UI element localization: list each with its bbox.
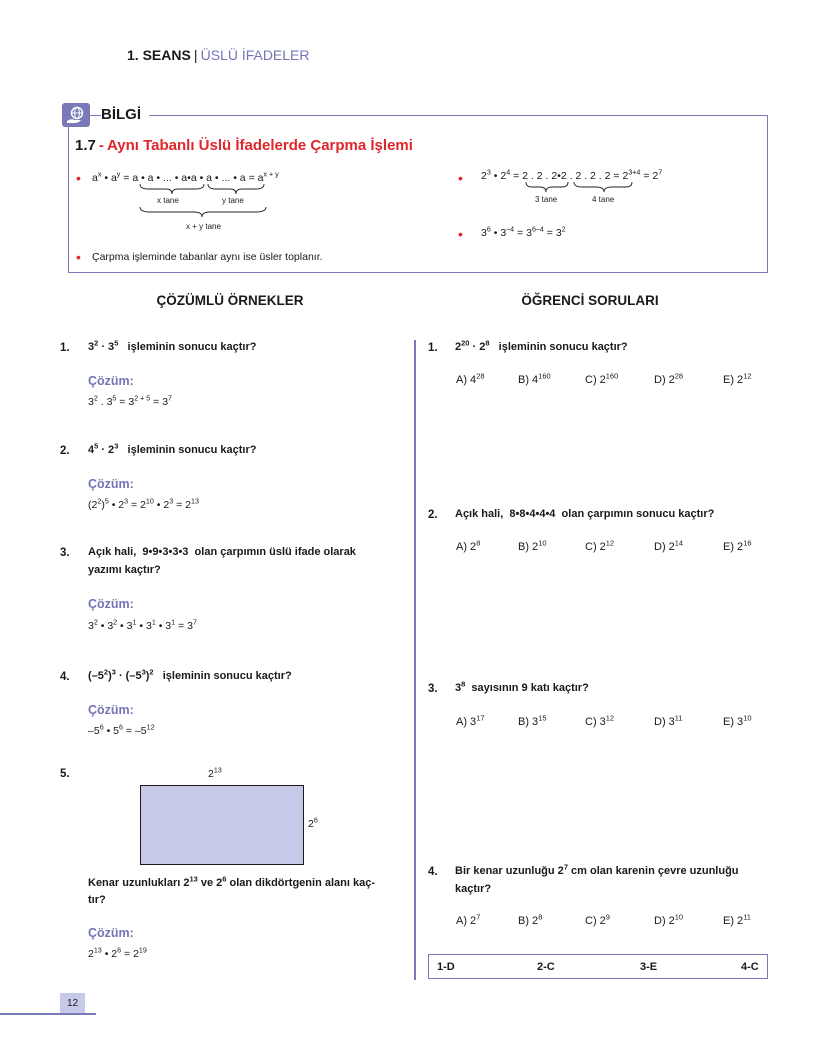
student-q2-choice-d[interactable]: D) $2^{14}$ bbox=[654, 538, 684, 553]
ex1-group-3: 2 . 2 . 2 bbox=[522, 170, 558, 182]
student-q1-text: $2^{20} \cdot 2^8$ işleminin sonucu kaçtır? bbox=[455, 338, 628, 353]
ex2-exp4: 2 bbox=[561, 225, 566, 234]
student-q1-question: işleminin sonucu kaçtır? bbox=[498, 341, 628, 353]
student-q4-text-b: cm olan karenin çevre uzunluğu bbox=[571, 865, 739, 877]
formula-dot-2: • bbox=[187, 172, 191, 184]
ex2-base-4: 3 bbox=[555, 227, 562, 239]
solved-q5-text: Kenar uzunlukları $2^{13}$ ve $2^6$ olan dikdörtgenin alanı kaç- bbox=[88, 874, 375, 889]
student-q2-choice-c[interactable]: C) $2^{12}$ bbox=[585, 538, 615, 553]
ex2-dot: • bbox=[493, 227, 498, 239]
student-q3-choice-b[interactable]: B) $3^{15}$ bbox=[518, 713, 547, 728]
solved-q4-number: 4. bbox=[60, 671, 70, 683]
formula-result-exp: x + y bbox=[263, 170, 279, 179]
formula-equals: = bbox=[123, 172, 130, 184]
three-count-label: 3 tane bbox=[535, 195, 558, 204]
student-q3-number: 3. bbox=[428, 683, 438, 695]
formula-group-y: a • a • ... • a bbox=[190, 172, 246, 184]
solved-q3-solution: $3^2$ • $3^2$ • $3^1$ • $3^1$ • $3^1 = 3^7$ bbox=[88, 618, 197, 632]
solved-q3-text-b: olan çarpımın üslü ifade olarak bbox=[194, 546, 356, 558]
ex2-exp1: 6 bbox=[486, 225, 491, 234]
ex2-base: 3 bbox=[481, 227, 487, 239]
formula-exp-y: y bbox=[116, 170, 121, 179]
solved-q2-number: 2. bbox=[60, 445, 70, 457]
example-formula-2 bbox=[481, 227, 566, 239]
ex2-equals: = bbox=[517, 227, 524, 239]
page-header bbox=[127, 47, 310, 63]
rule-text: Çarpma işleminde tabanlar aynı ise üsler toplanır. bbox=[92, 251, 323, 263]
section-dash: - bbox=[98, 137, 104, 154]
formula-exp-x: x bbox=[97, 170, 102, 179]
solved-q4-question: işleminin sonucu kaçtır? bbox=[162, 670, 292, 682]
solved-q1-number: 1. bbox=[60, 342, 70, 354]
answer-key-box bbox=[428, 954, 768, 979]
student-q2-number: 2. bbox=[428, 509, 438, 521]
solved-q4-text: $(-5^2)^3 \cdot (-5^3)^2$ işleminin sonucu kaçtır? bbox=[88, 667, 292, 682]
solved-q1-text: $3^2 \cdot 3^5$ işleminin sonucu kaçtır? bbox=[88, 338, 257, 353]
solved-q5-text-d: tır? bbox=[88, 894, 106, 906]
rectangle-side-label bbox=[308, 818, 318, 830]
solved-q5-text-c: olan dikdörtgenin alanı kaç- bbox=[229, 877, 375, 889]
bullet-icon: • bbox=[458, 170, 463, 186]
section-heading bbox=[75, 137, 413, 154]
solved-q3-text-a: Açık hali, bbox=[88, 546, 137, 558]
ex1-dot: • bbox=[493, 170, 498, 182]
ex1-final-exp: 7 bbox=[658, 168, 663, 177]
solved-examples-title: ÇÖZÜMLÜ ÖRNEKLER bbox=[156, 293, 304, 308]
ex1-res-base: 2 bbox=[622, 170, 629, 182]
solved-q1-question: işleminin sonucu kaçtır? bbox=[127, 341, 257, 353]
solution-label: Çözüm: bbox=[88, 926, 134, 940]
section-number: 1.7 bbox=[75, 137, 96, 154]
ex1-group-4: 2 . 2 . 2 . 2 bbox=[560, 170, 611, 182]
solved-q2-question: işleminin sonucu kaçtır? bbox=[127, 444, 257, 456]
student-q2-choice-b[interactable]: B) $2^{10}$ bbox=[518, 538, 547, 553]
answer-3: 3-E bbox=[640, 961, 658, 973]
student-q2-text bbox=[455, 505, 714, 523]
student-q4-choice-b[interactable]: B) $2^8$ bbox=[518, 912, 543, 927]
ex1-dot-2: • bbox=[557, 170, 561, 182]
student-q1-choice-b[interactable]: B) $4^{160}$ bbox=[518, 371, 551, 386]
student-q4-text-c: kaçtır? bbox=[455, 883, 492, 895]
ex1-equals: = bbox=[513, 170, 520, 182]
underbrace-icon bbox=[524, 181, 636, 195]
xy-count-label: x + y tane bbox=[186, 222, 221, 231]
student-q1-choice-a[interactable]: A) $4^{28}$ bbox=[456, 371, 485, 386]
bullet-icon: • bbox=[458, 226, 463, 242]
student-q4-text: Bir kenar uzunluğu $2^7$ cm olan karenin çevre uzunluğu bbox=[455, 862, 739, 877]
student-q4-choice-d[interactable]: D) $2^{10}$ bbox=[654, 912, 684, 927]
section-title: Aynı Tabanlı Üslü İfadelerde Çarpma İşlemi bbox=[106, 137, 413, 154]
formula-group-x: a • a • ... • a bbox=[132, 172, 188, 184]
solved-q1-solution: $3^2$ . $3^5 = 3^{2 + 5} = 3^7$ bbox=[88, 394, 173, 408]
footer-line bbox=[0, 1013, 96, 1015]
solution-label: Çözüm: bbox=[88, 374, 134, 388]
side-label-base: 2 bbox=[308, 818, 314, 830]
solved-q3-text-c: yazımı kaçtır? bbox=[88, 564, 161, 576]
header-separator: | bbox=[193, 47, 198, 63]
solved-q3-product: 9•9•3•3•3 bbox=[142, 546, 189, 558]
student-q4-choice-a[interactable]: A) $2^7$ bbox=[456, 912, 481, 927]
ex1-equals-3: = bbox=[643, 170, 650, 182]
ex2-base-2: 3 bbox=[500, 227, 507, 239]
solved-q4-solution: $-5^6$ • $5^6 = -5^{12}$ bbox=[88, 723, 155, 737]
solved-q5-text-a: Kenar uzunlukları bbox=[88, 877, 181, 889]
x-count-label: x tane bbox=[157, 196, 179, 205]
ex1-base-2: 2 bbox=[500, 170, 507, 182]
student-q3-choice-c[interactable]: C) $3^{12}$ bbox=[585, 713, 615, 728]
ex1-exp1: 3 bbox=[486, 168, 491, 177]
info-label: BİLGİ bbox=[101, 106, 149, 123]
solved-q3-text bbox=[88, 543, 356, 561]
ex1-exp2: 4 bbox=[506, 168, 511, 177]
rectangle-top-label bbox=[208, 768, 222, 780]
ex1-equals-2: = bbox=[613, 170, 620, 182]
solved-q5-number: 5. bbox=[60, 768, 70, 780]
student-q3-choice-e[interactable]: E) $3^{10}$ bbox=[723, 713, 752, 728]
session-label: 1. SEANS bbox=[127, 47, 191, 63]
top-label-base: 2 bbox=[208, 768, 214, 780]
page-number: 12 bbox=[60, 993, 85, 1013]
formula-result: = a bbox=[248, 172, 264, 184]
student-q4-number: 4. bbox=[428, 866, 438, 878]
solved-q5-solution: $2^{13}$ • $2^6 = 2^{19}$ bbox=[88, 946, 147, 960]
student-q2-text-b: olan çarpımın sonucu kaçtır? bbox=[561, 508, 715, 520]
top-label-exp: 13 bbox=[213, 766, 222, 775]
student-q3-choice-a[interactable]: A) $3^{17}$ bbox=[456, 713, 485, 728]
ex2-base-3: 3 bbox=[526, 227, 532, 239]
solution-label: Çözüm: bbox=[88, 597, 134, 611]
ex2-equals-2: = bbox=[546, 227, 553, 239]
four-count-label: 4 tane bbox=[592, 195, 615, 204]
student-q3-text: $3^8$ sayısının 9 katı kaçtır? bbox=[455, 679, 589, 694]
student-q2-product: 8•8•4•4•4 bbox=[509, 508, 556, 520]
ex2-exp3: 6–4 bbox=[531, 225, 544, 234]
student-q3-choice-d[interactable]: D) $3^{11}$ bbox=[654, 713, 683, 728]
bullet-icon: • bbox=[76, 249, 81, 265]
formula-base-2: a bbox=[110, 172, 117, 184]
solved-q2-text: $4^5 \cdot 2^3$ işleminin sonucu kaçtır? bbox=[88, 441, 257, 456]
bullet-icon: • bbox=[76, 170, 81, 186]
student-q4-choice-e[interactable]: E) $2^{11}$ bbox=[723, 912, 751, 927]
solved-q5-text-b: ve bbox=[200, 877, 214, 889]
answer-1: 1-D bbox=[437, 961, 455, 973]
ex2-exp2: –4 bbox=[506, 225, 515, 234]
globe-hand-icon bbox=[62, 103, 90, 127]
ex1-final-base: 2 bbox=[652, 170, 659, 182]
student-q2-choice-a[interactable]: A) $2^8$ bbox=[456, 538, 481, 553]
student-q1-choice-e[interactable]: E) $2^{12}$ bbox=[723, 371, 752, 386]
answer-2: 2-C bbox=[537, 961, 555, 973]
column-divider bbox=[414, 340, 416, 980]
student-q1-number: 1. bbox=[428, 342, 438, 354]
student-q1-choice-c[interactable]: C) $2^{160}$ bbox=[585, 371, 619, 386]
rectangle-figure bbox=[140, 785, 304, 865]
student-q2-choice-e[interactable]: E) $2^{16}$ bbox=[723, 538, 752, 553]
student-q1-choice-d[interactable]: D) $2^{28}$ bbox=[654, 371, 684, 386]
ex1-base: 2 bbox=[481, 170, 487, 182]
student-q3-question: sayısının 9 katı kaçtır? bbox=[471, 682, 589, 694]
formula-base: a bbox=[92, 172, 98, 184]
student-questions-title: ÖĞRENCİ SORULARI bbox=[521, 293, 659, 308]
formula-dot: • bbox=[104, 172, 109, 184]
solution-label: Çözüm: bbox=[88, 703, 134, 717]
y-count-label: y tane bbox=[222, 196, 244, 205]
student-q4-choice-c[interactable]: C) $2^9$ bbox=[585, 912, 610, 927]
solved-q2-solution: $(2^2)^5$ • $2^3 = 2^{10}$ • $2^3 = 2^{13}$ bbox=[88, 497, 199, 511]
solution-label: Çözüm: bbox=[88, 477, 134, 491]
answer-4: 4-C bbox=[741, 961, 759, 973]
solved-q3-number: 3. bbox=[60, 547, 70, 559]
side-label-exp: 6 bbox=[313, 816, 318, 825]
student-q2-text-a: Açık hali, bbox=[455, 508, 504, 520]
student-q4-text-a: Bir kenar uzunluğu bbox=[455, 865, 555, 877]
ex1-res-exp: 3+4 bbox=[628, 168, 641, 177]
topic-label: ÜSLÜ İFADELER bbox=[200, 47, 310, 63]
